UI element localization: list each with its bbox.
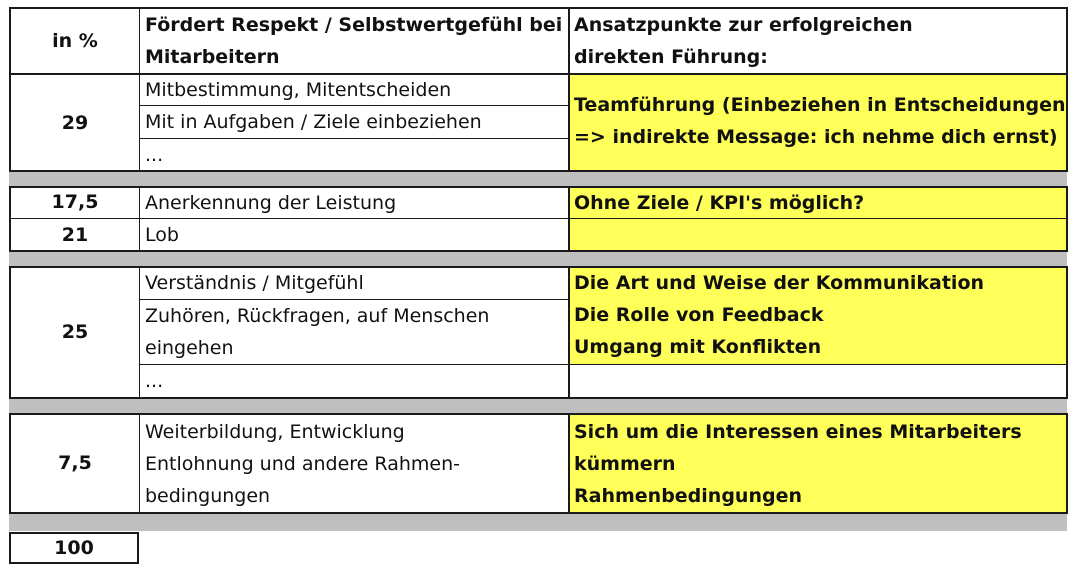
table-border [9,170,1067,172]
percent-value: 25 [61,321,89,343]
list-item: ... [145,144,164,166]
table-border [139,186,140,252]
total-value: 100 [54,537,94,559]
approach-text: Rahmenbedingungen [574,485,802,507]
table-border [568,266,570,399]
list-item: eingehen [145,337,234,359]
table-border [568,7,570,172]
table-border [1066,266,1068,399]
list-item: Verständnis / Mitgefühl [145,272,364,294]
list-item: Mitbestimmung, Mitentscheiden [145,79,452,101]
percent-value: 7,5 [58,452,92,474]
list-item: Anerkennung der Leistung [145,192,397,214]
approach-text: => indirekte Message: ich nehme dich ernst) [574,126,1058,148]
table-border [1066,413,1068,514]
separator-band [9,513,1067,531]
percent-value: 21 [61,224,89,246]
list-item: Entlohnung und andere Rahmen- [145,453,460,475]
list-item: Lob [145,224,179,246]
approach-text: Ohne Ziele / KPI's möglich? [574,192,865,214]
table-border [1066,7,1068,172]
table-border [568,186,570,252]
table-border [139,7,140,172]
separator-band [9,251,1067,267]
approach-text: Die Rolle von Feedback [574,304,824,326]
separator-band [9,171,1067,187]
table-border [9,413,1067,415]
header-col3-line1: Ansatzpunkte zur erfolgreichen [574,14,913,36]
percent-value: 29 [61,112,89,134]
table-border [139,266,140,399]
table-border [139,364,1067,365]
table-border [139,138,569,139]
header-percent: in % [52,30,98,52]
percent-value: 17,5 [51,191,99,213]
table-border [1066,186,1068,252]
list-item: Weiterbildung, Entwicklung [145,421,405,443]
list-item: Zuhören, Rückfragen, auf Menschen [145,305,490,327]
table-border [139,413,140,514]
approach-text: Sich um die Interessen eines Mitarbeiters [574,421,1022,443]
header-col2-line2: Mitarbeitern [145,46,280,68]
list-item: bedingungen [145,485,271,507]
list-item: ... [145,370,164,392]
approach-text: Umgang mit Konflikten [574,336,822,358]
list-item: Mit in Aufgaben / Ziele einbeziehen [145,111,482,133]
table-border [9,512,1067,514]
approach-text: kümmern [574,453,676,475]
header-col3-line2: direkten Führung: [574,46,768,68]
header-col2-line1: Fördert Respekt / Selbstwertgefühl bei [145,14,563,36]
table-border [568,413,570,514]
table-border [9,397,1067,399]
approach-text: Teamführung (Einbeziehen in Entscheidungen [574,94,1066,116]
approach-text: Die Art und Weise der Kommunikation [574,272,985,294]
separator-band [9,398,1067,414]
